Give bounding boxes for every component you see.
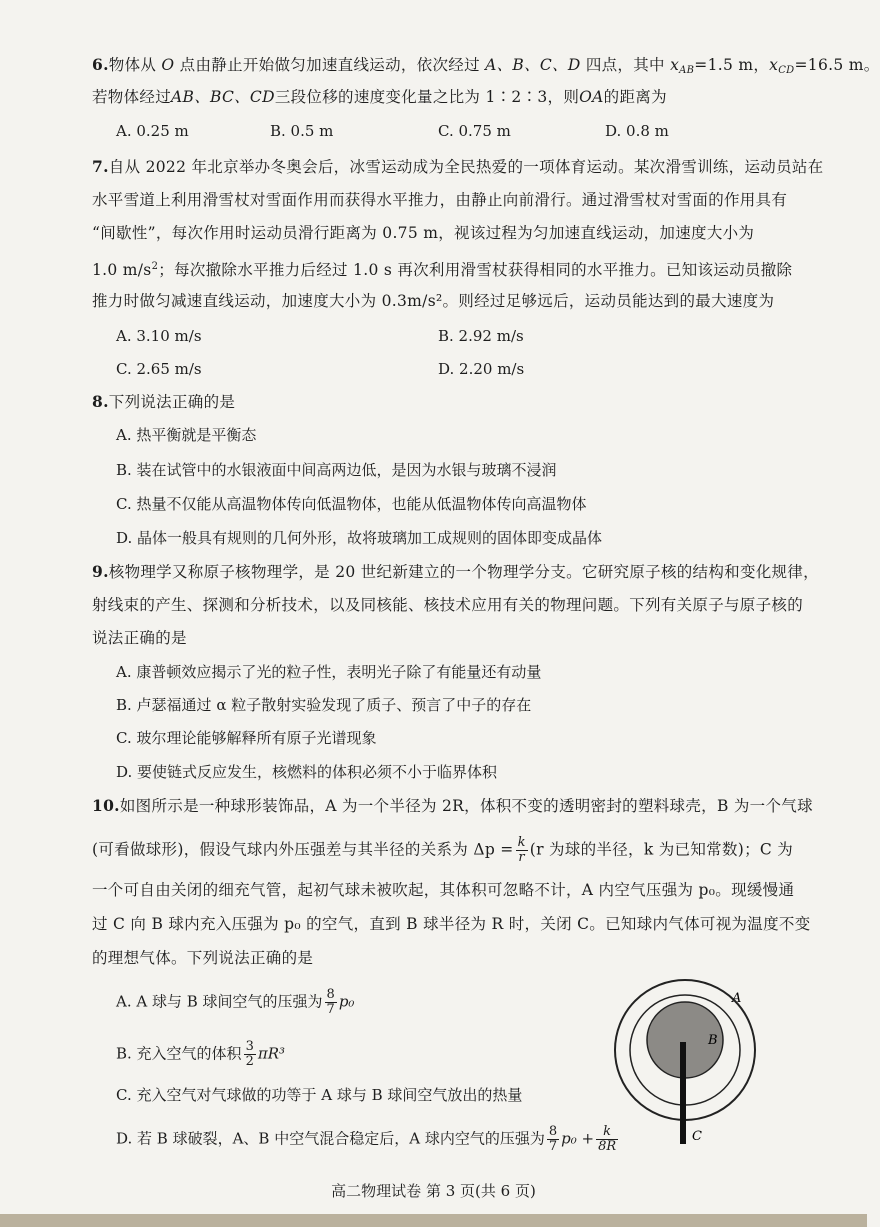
q10-frac-den: r	[518, 850, 525, 865]
label-a: A	[732, 991, 742, 1006]
q6-option-a: A. 0.25 m	[116, 122, 189, 140]
q9-line-2: 射线束的产生、探测和分析技术，以及同核能、核技术应用有关的物理问题。下列有关原子与原子核的	[92, 596, 804, 614]
q10-text: 如图所示是一种球形装饰品，A 为一个半径为 2R，体积不变的透明密封的塑料球壳，B 为一个气球	[119, 797, 813, 815]
q8-line-1	[92, 392, 235, 412]
q6-option-b: B. 0.5 m	[270, 122, 334, 140]
q6-text: 物体从	[108, 56, 157, 74]
q7-option-b: B. 2.92 m/s	[438, 327, 524, 345]
q6-xcd-val: =16.5 m。	[794, 56, 880, 74]
q6-xcd-sub: CD	[778, 65, 795, 76]
label-b: B	[708, 1033, 718, 1048]
q7-line-4	[92, 257, 792, 280]
q7-line-5: 推力时做匀减速直线运动，加速度大小为 0.3m/s²。则经过足够远后，运动员能达到的最大速度为	[92, 292, 775, 310]
label-c: C	[692, 1129, 702, 1144]
q10-option-a	[116, 988, 354, 1017]
q8-number: 8.	[92, 392, 109, 411]
frac-den: 7	[326, 1002, 335, 1017]
q6-text: 的距离为	[603, 88, 667, 106]
q9-option-c: C. 玻尔理论能够解释所有原子光谱现象	[116, 729, 377, 747]
q7-option-a: A. 3.10 m/s	[116, 327, 202, 345]
q10-text: (r 为球的半径，k 为已知常数)；C 为	[529, 840, 794, 859]
q10-option-c: C. 充入空气对气球做的功等于 A 球与 B 球间空气放出的热量	[116, 1086, 523, 1104]
q10-opt-a-text: A. A 球与 B 球间空气的压强为	[116, 992, 323, 1011]
q10-option-b	[116, 1040, 285, 1069]
frac-num: 3	[245, 1039, 254, 1054]
frac-num: 8	[326, 987, 335, 1002]
q9-option-a: A. 康普顿效应揭示了光的粒子性，表明光子除了有能量还有动量	[116, 663, 542, 681]
q10-opt-b-text: B. 充入空气的体积	[116, 1044, 242, 1063]
q6-line-1	[92, 55, 880, 81]
q9-number: 9.	[92, 562, 109, 581]
q9-option-b: B. 卢瑟福通过 α 粒子散射实验发现了质子、预言了中子的存在	[116, 696, 532, 714]
q7-option-c: C. 2.65 m/s	[116, 360, 202, 378]
q9-line-1	[92, 562, 819, 582]
q6-xab-sub: AB	[679, 65, 695, 76]
q10-frac-num: k	[517, 835, 526, 850]
q6-text: 三段位移的速度变化量之比为 1∶2∶3，则	[274, 88, 580, 106]
q7-number: 7.	[92, 157, 109, 176]
q9-option-d: D. 要使链式反应发生，核燃料的体积必须不小于临界体积	[116, 763, 498, 781]
q10-option-d	[116, 1125, 620, 1154]
q10-number: 10.	[92, 796, 120, 815]
q10-opt-a-p0: p₀	[338, 992, 355, 1011]
q10-line-1	[92, 796, 813, 816]
q10-opt-b-fraction	[244, 1040, 256, 1069]
q10-opt-d-text: D. 若 B 球破裂，A、B 中空气混合稳定后，A 球内空气的压强为	[116, 1129, 545, 1148]
q8-option-c: C. 热量不仅能从高温物体传向低温物体，也能从低温物体传向高温物体	[116, 495, 587, 513]
frac-den: 8R	[598, 1139, 617, 1154]
q10-opt-d-p0: p₀ +	[561, 1129, 595, 1148]
q7-line-2: 水平雪道上利用滑雪杖对雪面作用而获得水平推力，由静止向前滑行。通过滑雪杖对雪面的作用具有	[92, 191, 788, 209]
q7-text: ；每次撤除水平推力后经过 1.0 s 再次利用滑雪杖获得相同的水平推力。已知该运动员撤除	[158, 261, 793, 279]
q6-xab-var: x	[670, 56, 680, 74]
q10-opt-d-fraction-1	[547, 1125, 559, 1154]
q6-xab-val: =1.5 m，	[694, 56, 770, 74]
q6-option-d: D. 0.8 m	[605, 122, 669, 140]
q6-text: 四点，其中	[585, 56, 665, 74]
q7-option-d: D. 2.20 m/s	[438, 360, 525, 378]
q7-text: 自从 2022 年北京举办冬奥会后，冰雪运动成为全民热爱的一项体育运动。某次滑雪训练，运动员站在	[108, 158, 824, 176]
q8-option-a: A. 热平衡就是平衡态	[116, 426, 257, 444]
q6-point-o: O	[161, 56, 175, 74]
q7-line-3: “间歇性”，每次作用时运动员滑行距离为 0.75 m，视该过程为匀加速直线运动，加速度大小为	[92, 224, 755, 242]
q6-text: 若物体经过	[92, 88, 172, 106]
q10-opt-b-volume: πR³	[257, 1044, 286, 1063]
sphere-ornament-figure	[600, 980, 780, 1150]
q6-text: 点由静止开始做匀加速直线运动，依次经过	[179, 56, 480, 74]
q10-line-2	[92, 836, 793, 865]
q10-line-5: 的理想气体。下列说法正确的是	[92, 949, 314, 967]
q8-stem: 下列说法正确的是	[108, 393, 236, 411]
frac-num: k	[596, 1125, 618, 1140]
q10-fraction-k-r	[516, 836, 528, 865]
q7-line-1	[92, 157, 823, 177]
q6-option-c: C. 0.75 m	[438, 122, 511, 140]
q8-option-d: D. 晶体一般具有规则的几何外形，故将玻璃加工成规则的固体即变成晶体	[116, 529, 603, 547]
q6-line-2	[92, 87, 667, 107]
q7-sup: 2	[151, 261, 159, 272]
q10-text: (可看做球形)，假设气球内外压强差与其半径的关系为 Δp =	[92, 840, 514, 859]
scan-edge	[0, 1214, 867, 1227]
q10-line-3: 一个可自由关闭的细充气管，起初气球未被吹起，其体积可忽略不计，A 内空气压强为 p₀。现缓慢通	[92, 881, 795, 899]
q6-segments: AB、BC、CD	[171, 88, 275, 106]
q6-xcd-var: x	[769, 56, 779, 74]
frac-den: 7	[548, 1139, 558, 1154]
q9-line-3: 说法正确的是	[92, 629, 187, 647]
fill-tube-c	[680, 1042, 686, 1144]
q6-points: A、B、C、D	[485, 56, 581, 74]
q7-text: 1.0 m/s	[92, 261, 152, 279]
q9-text: 核物理学又称原子核物理学，是 20 世纪新建立的一个物理学分支。它研究原子核的结构和变化规律，	[108, 563, 819, 581]
frac-den: 2	[245, 1054, 254, 1069]
page-footer: 高二物理试卷 第 3 页(共 6 页)	[331, 1182, 536, 1200]
q6-oa: OA	[579, 88, 604, 106]
q8-option-b: B. 装在试管中的水银液面中间高两边低，是因为水银与玻璃不浸润	[116, 461, 557, 479]
q6-number: 6.	[92, 55, 109, 74]
q10-line-4: 过 C 向 B 球内充入压强为 p₀ 的空气，直到 B 球半径为 R 时，关闭 C。已知球内气体可视为温度不变	[92, 915, 811, 933]
q10-opt-a-fraction	[325, 988, 337, 1017]
frac-num: 8	[548, 1124, 558, 1139]
